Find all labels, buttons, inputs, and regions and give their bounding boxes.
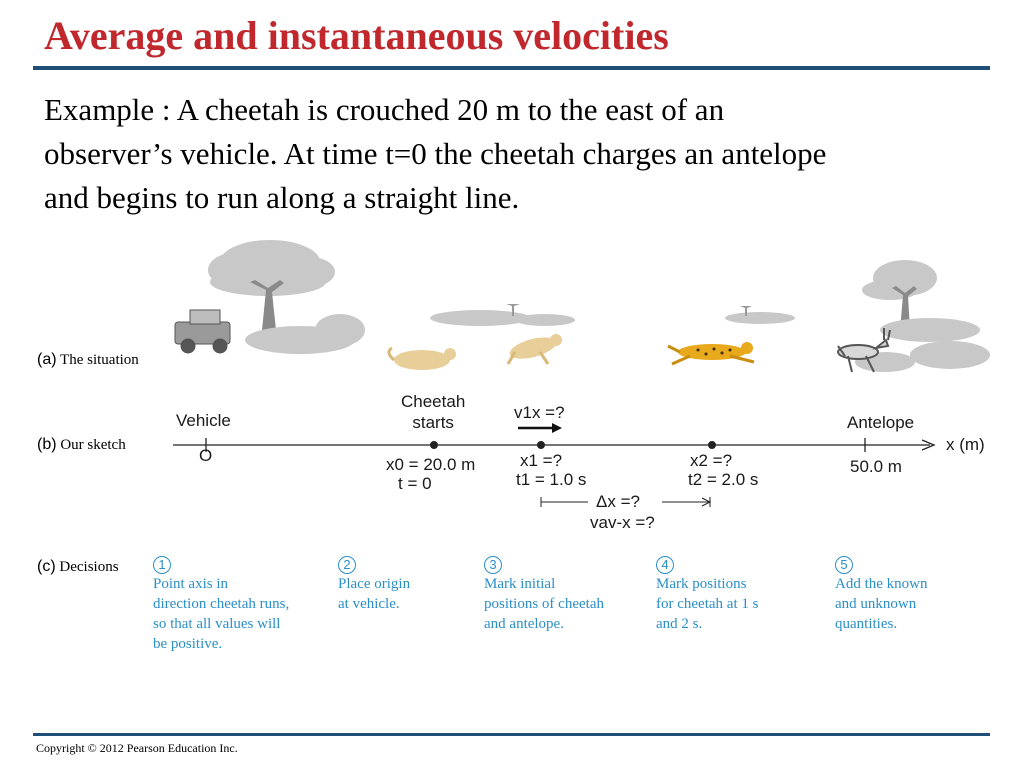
cheetah-starts-line: starts: [412, 413, 454, 432]
cheetah-starting-illustration: [507, 333, 562, 364]
cheetah-2s-point: [708, 441, 716, 449]
cheetah-start-point: [430, 441, 438, 449]
row-label-situation: [37, 351, 139, 369]
position-axis: [173, 438, 934, 452]
step-number-badge: 3: [484, 556, 502, 574]
step-number-badge: 1: [153, 556, 171, 574]
t0-label: t = 0: [398, 474, 432, 493]
row-letter: (a): [37, 351, 57, 368]
decision-line: [835, 556, 928, 594]
body-line: Example : A cheetah is crouched 20 m to the east of an: [44, 92, 725, 127]
step-number-badge: 4: [656, 556, 674, 574]
antelope-label: Antelope: [847, 413, 915, 432]
delta-x-label: Δx =?: [596, 492, 640, 511]
decision-line: quantities.: [835, 616, 898, 632]
cheetah-starts-line: Cheetah: [401, 392, 466, 411]
decision-line: positions of cheetah: [484, 596, 604, 612]
step-number-badge: 5: [835, 556, 853, 574]
decision-text: Mark initial: [484, 576, 556, 592]
crouched-cheetah-illustration: [389, 348, 456, 370]
decision-4: [656, 556, 758, 634]
antelope-position-label: 50.0 m: [850, 457, 902, 476]
decision-1: [153, 556, 289, 654]
footer-divider: [33, 733, 990, 736]
row-text: The situation: [60, 352, 139, 368]
body-line: and begins to run along a straight line.: [44, 180, 520, 215]
decision-text: Place origin: [338, 576, 411, 592]
decision-text: Add the known: [835, 576, 928, 592]
decision-line: and 2 s.: [656, 616, 703, 632]
decision-5: [835, 556, 928, 634]
decision-line: at vehicle.: [338, 596, 400, 612]
decision-line: and antelope.: [484, 616, 564, 632]
body-line: observer’s vehicle. At time t=0 the cheetah charges an antelope: [44, 136, 827, 171]
decision-text: Point axis in: [153, 576, 229, 592]
distant-scenery-illustration: [430, 304, 795, 326]
v1x-label: v1x =?: [514, 403, 565, 422]
average-velocity-label: vav-x =?: [590, 513, 655, 532]
axis-label: x (m): [946, 435, 985, 454]
decision-line: [153, 556, 289, 594]
decision-line: so that all values will: [153, 616, 281, 632]
row-letter: (b): [37, 436, 57, 453]
decision-line: be positive.: [153, 636, 223, 652]
row-letter: (c): [37, 558, 56, 575]
vehicle-illustration: [175, 310, 230, 353]
row-label-sketch: [37, 436, 126, 454]
t1-label: t1 = 1.0 s: [516, 470, 587, 489]
decision-line: [656, 556, 758, 594]
decision-line: and unknown: [835, 596, 917, 612]
x0-label: x0 = 20.0 m: [386, 455, 476, 474]
running-cheetah-illustration: [668, 342, 754, 364]
decision-text: Mark positions: [656, 576, 747, 592]
t2-label: t2 = 2.0 s: [688, 470, 759, 489]
decision-line: direction cheetah runs,: [153, 596, 290, 612]
copyright-text: Copyright © 2012 Pearson Education Inc.: [36, 741, 238, 755]
origin-label: O: [199, 446, 213, 465]
vehicle-label: Vehicle: [176, 411, 231, 430]
row-text: Our sketch: [60, 437, 126, 453]
cheetah-starts-label: [401, 391, 465, 433]
left-tree-illustration: [208, 240, 365, 354]
decision-line: [484, 556, 604, 594]
step-number-badge: 2: [338, 556, 356, 574]
decision-2: [338, 556, 410, 614]
slide-title: Average and instantaneous velocities: [44, 13, 669, 58]
velocity-arrow: [518, 423, 562, 433]
x2-label: x2 =?: [690, 451, 733, 470]
decision-line: [338, 556, 410, 594]
x1-label: x1 =?: [520, 451, 563, 470]
decision-line: for cheetah at 1 s: [656, 596, 759, 612]
row-text: Decisions: [59, 559, 119, 575]
decision-3: [484, 556, 604, 634]
cheetah-1s-point: [537, 441, 545, 449]
row-label-decisions: [37, 558, 119, 576]
